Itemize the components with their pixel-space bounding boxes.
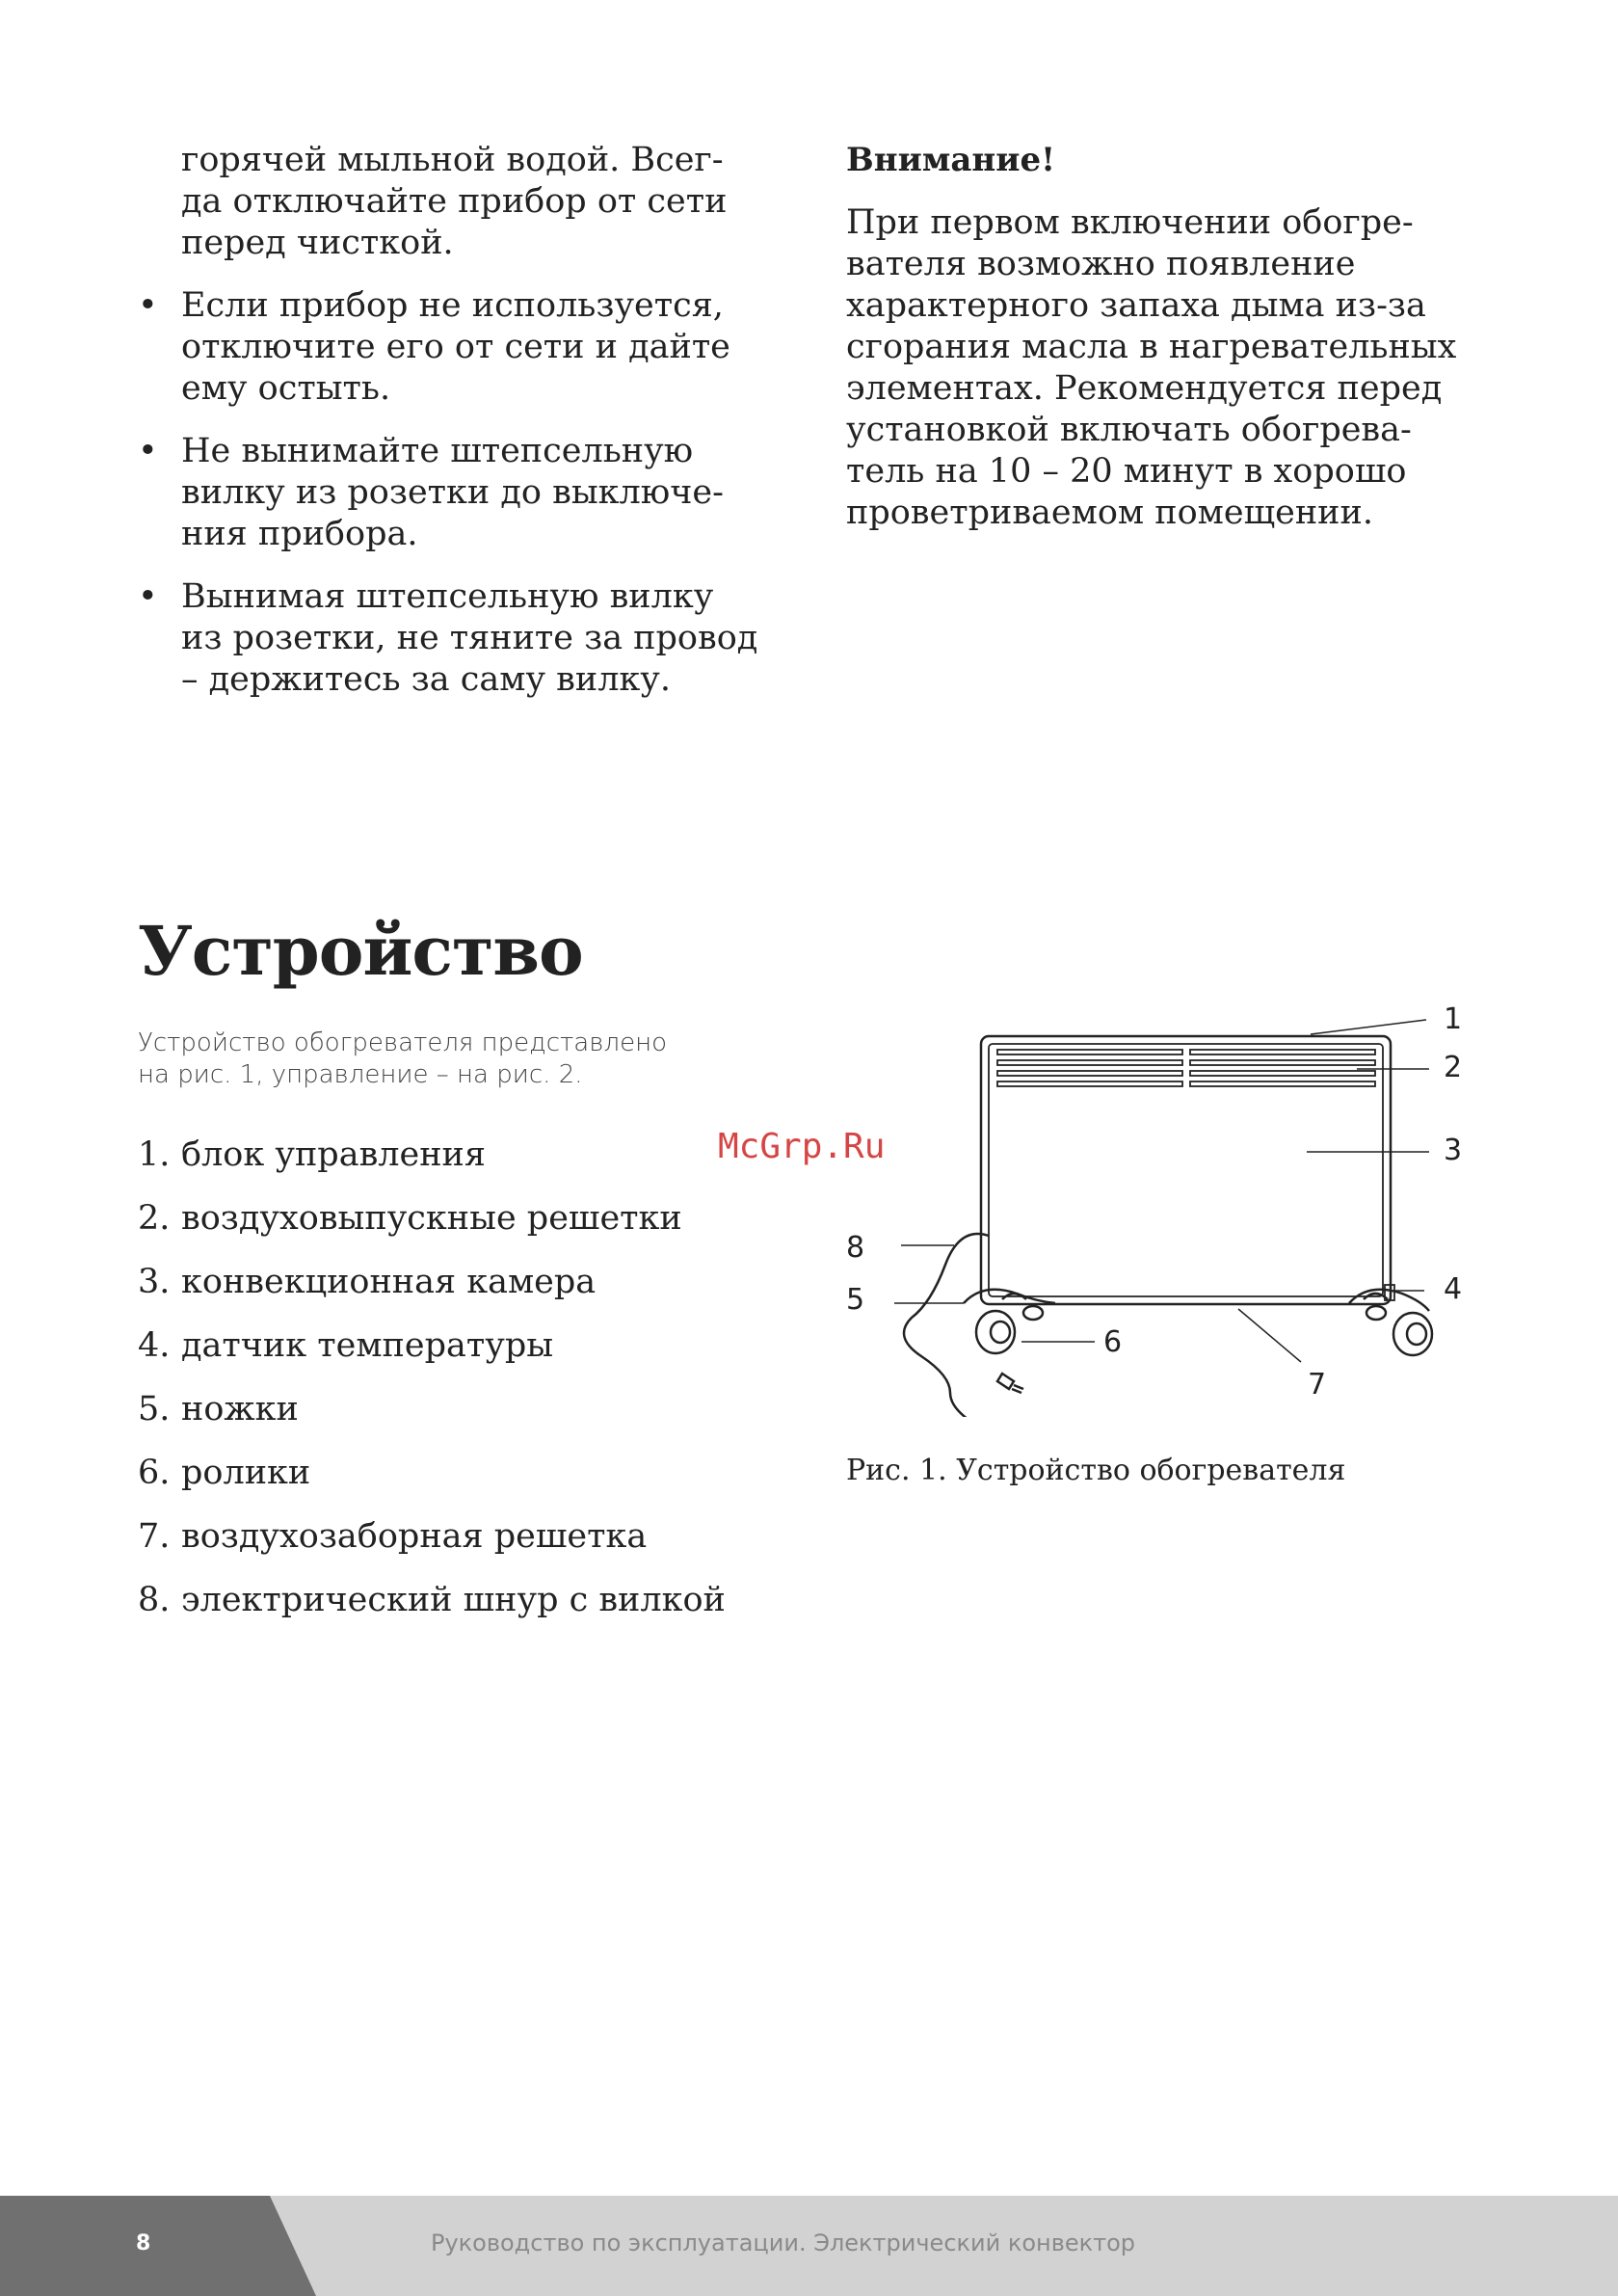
page-number: 8 [136, 2231, 151, 2256]
list-item [138, 1135, 812, 1199]
continuation-paragraph [138, 140, 774, 264]
left-column [138, 140, 774, 722]
text-line: из розетки, не тяните за провод [181, 619, 758, 657]
item-label: блок управления [181, 1135, 486, 1174]
text-line: сгорания масла в нагревательных [846, 328, 1457, 366]
callout-4: 4 [1444, 1272, 1463, 1306]
warning-block [846, 140, 1540, 534]
text-line: – держитесь за саму вилку. [181, 660, 672, 699]
item-number: 5. [138, 1390, 171, 1428]
callout-3: 3 [1444, 1134, 1463, 1167]
text-line: ему остыть. [181, 369, 391, 408]
text-line: характерного запаха дыма из-за [846, 286, 1426, 325]
callout-5: 5 [846, 1283, 865, 1317]
text-line: Устройство обогревателя представлено [138, 1028, 667, 1057]
callout-7: 7 [1308, 1368, 1327, 1402]
text-line: отключите его от сети и дайте [181, 328, 730, 366]
item-label: ножки [181, 1390, 299, 1428]
list-item [138, 1454, 812, 1517]
safety-bullet-list [138, 285, 774, 701]
list-item [138, 1326, 812, 1390]
callout-1: 1 [1444, 1002, 1463, 1036]
text-line: на рис. 1, управление – на рис. 2. [138, 1060, 583, 1089]
callout-2: 2 [1444, 1051, 1463, 1084]
callout-6: 6 [1103, 1325, 1123, 1359]
text-line: установкой включать обогрева- [846, 411, 1412, 449]
list-item [138, 1581, 812, 1644]
item-label: воздухозаборная решетка [181, 1517, 648, 1556]
item-number: 6. [138, 1454, 171, 1492]
section-title: Устройство [138, 911, 583, 991]
bullet-dot: • [138, 432, 158, 470]
warning-paragraph [846, 202, 1540, 534]
text-line: элементах. Рекомендуется перед [846, 369, 1443, 408]
watermark: McGrp.Ru [718, 1127, 886, 1166]
item-number: 3. [138, 1263, 171, 1301]
text-line: вателя возможно появление [846, 245, 1356, 283]
heater-diagram [829, 993, 1484, 1417]
text-line: вилку из розетки до выключе- [181, 473, 724, 512]
text-line: перед чисткой. [181, 224, 454, 262]
item-label: ролики [181, 1454, 311, 1492]
list-item [138, 1199, 812, 1263]
text-line: Если прибор не используется, [181, 286, 724, 325]
item-label: электрический шнур с вилкой [181, 1581, 726, 1619]
air-outlet-grille-left [997, 1050, 1182, 1086]
footer-page-tab [0, 2196, 318, 2296]
list-item [138, 1263, 812, 1326]
item-number: 1. [138, 1135, 171, 1174]
plug [997, 1374, 1023, 1393]
text-line: Вынимая штепсельную вилку [181, 577, 714, 616]
item-label: конвекционная камера [181, 1263, 597, 1301]
item-number: 7. [138, 1517, 171, 1556]
list-item [138, 1517, 812, 1581]
air-outlet-grille-right [1190, 1050, 1375, 1086]
warning-title: Внимание! [846, 141, 1056, 179]
item-label: воздуховыпускные решетки [181, 1199, 682, 1238]
footer-title: Руководство по эксплуатации. Электрический конвектор [431, 2229, 1136, 2256]
parts-list [138, 1135, 812, 1644]
text-line: Не вынимайте штепсельную [181, 432, 694, 470]
text-line: да отключайте прибор от сети [181, 182, 728, 221]
bullet-dot: • [138, 577, 158, 616]
figure-caption: Рис. 1. Устройство обогревателя [846, 1454, 1346, 1487]
item-number: 2. [138, 1199, 171, 1238]
text-line: ния прибора. [181, 515, 418, 553]
section-intro [138, 1028, 667, 1091]
item-number: 4. [138, 1326, 171, 1365]
bullet-item [138, 576, 774, 701]
callout-8: 8 [846, 1231, 865, 1265]
item-label: датчик температуры [181, 1326, 554, 1365]
bullet-item [138, 431, 774, 555]
text-line: проветриваемом помещении. [846, 494, 1373, 532]
text-line: При первом включении обогре- [846, 203, 1414, 242]
bullet-dot: • [138, 286, 158, 325]
item-number: 8. [138, 1581, 171, 1619]
text-line: тель на 10 – 20 минут в хорошо [846, 452, 1407, 491]
list-item [138, 1390, 812, 1454]
text-line: горячей мыльной водой. Всег- [181, 141, 724, 179]
bullet-item [138, 285, 774, 410]
